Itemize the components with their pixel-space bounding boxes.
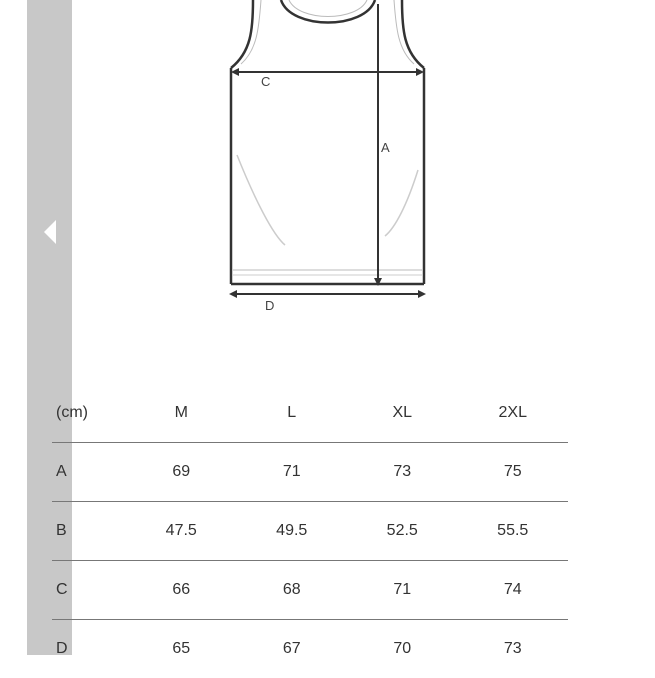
- measure-label-c: C: [261, 74, 270, 89]
- measure-label-d: D: [265, 298, 274, 313]
- table-cell: 71: [237, 443, 348, 502]
- table-cell: 66: [126, 561, 237, 620]
- table-cell: 65: [126, 620, 237, 678]
- column-header: L: [237, 384, 348, 443]
- table-cell: 71: [347, 561, 458, 620]
- row-label: D: [52, 620, 126, 678]
- table-cell: 74: [458, 561, 569, 620]
- unit-label: (cm): [52, 384, 126, 443]
- table-cell: 68: [237, 561, 348, 620]
- table-cell: 67: [237, 620, 348, 678]
- tank-top-diagram: [215, 0, 440, 320]
- table-row: [52, 502, 568, 561]
- tank-top-outline: [215, 0, 440, 320]
- table-cell: 69: [126, 443, 237, 502]
- table-row: [52, 561, 568, 620]
- row-label: A: [52, 443, 126, 502]
- table-cell: 52.5: [347, 502, 458, 561]
- table-row: [52, 620, 568, 678]
- row-label: C: [52, 561, 126, 620]
- table-row: [52, 443, 568, 502]
- table-cell: 55.5: [458, 502, 569, 561]
- size-chart-table: [52, 384, 568, 678]
- measure-label-a: A: [381, 140, 390, 155]
- table-cell: 73: [347, 443, 458, 502]
- chevron-left-icon: [42, 219, 58, 245]
- column-header: XL: [347, 384, 458, 443]
- table-cell: 49.5: [237, 502, 348, 561]
- table-cell: 70: [347, 620, 458, 678]
- row-label: B: [52, 502, 126, 561]
- table-cell: 47.5: [126, 502, 237, 561]
- previous-image-button[interactable]: [36, 213, 64, 251]
- column-header: 2XL: [458, 384, 569, 443]
- table-cell: 75: [458, 443, 569, 502]
- table-cell: 73: [458, 620, 569, 678]
- column-header: M: [126, 384, 237, 443]
- table-header-row: [52, 384, 568, 443]
